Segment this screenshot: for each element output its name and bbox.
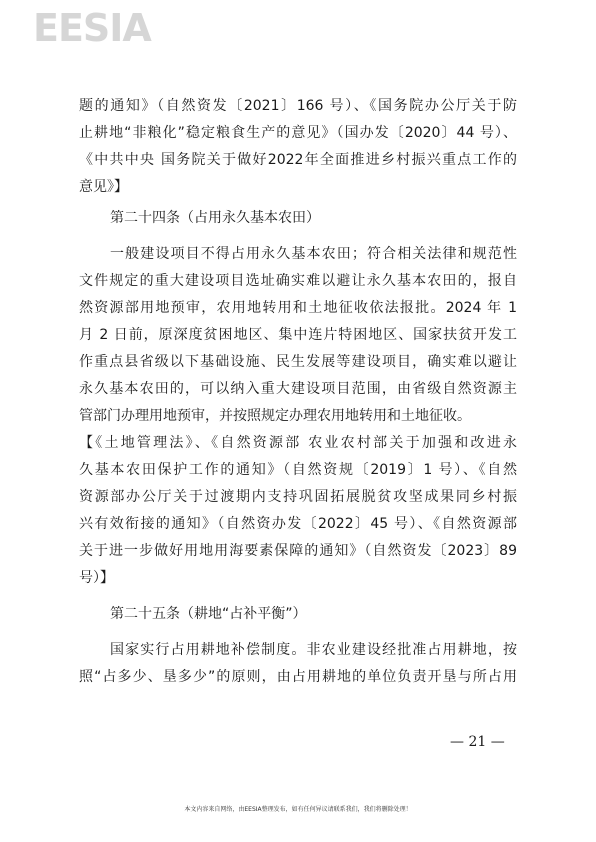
text-line: 兴有效衔接的通知》（自然资办发〔2022〕45 号）、《自然资源部 [79,516,517,532]
text-line: 一般建设项目不得占用永久基本农田；符合相关法律和规范性 [110,246,517,262]
text-line: 久基本农田保护工作的通知》（自然资规〔2019〕1 号）、《自然 [79,462,517,478]
text-line: 资源部办公厅关于过渡期内支持巩固拓展脱贫攻坚成果同乡村振 [79,489,517,505]
text-line: 管部门办理用地预审，并按照规定办理农用地转用和土地征收。 [79,408,471,424]
text-line: 关于进一步做好用地用海要素保障的通知》（自然资发〔2023〕89 [79,543,517,559]
text-line: 永久基本农田的，可以纳入重大建设项目范围，由省级自然资源主 [79,381,517,397]
text-line: 题的通知》（自然资发〔2021〕166 号）、《国务院办公厅关于防 [79,98,517,114]
article-heading: 第二十四条（占用永久基本农田） [110,210,320,226]
text-line: 【《土地管理法》、《自然资源部 农业农村部关于加强和改进永 [79,435,517,451]
text-line: 月 2 日前，原深度贫困地区、集中连片特困地区、国家扶贫开发工 [79,327,517,343]
text-line: 国家实行占用耕地补偿制度。非农业建设经批准占用耕地，按 [110,642,517,658]
text-line: 《中共中央 国务院关于做好2022年全面推进乡村振兴重点工作的 [79,152,517,168]
text-line: 止耕地“非粮化”稳定粮食生产的意见》（国办发〔2020〕44 号）、 [79,125,517,141]
eesia-logo: EESIA [33,6,151,50]
text-line: 号）】 [79,570,114,586]
text-line: 意见》】 [79,179,128,195]
text-line: 文件规定的重大建设项目选址确实难以避让永久基本农田的，报自 [79,273,517,289]
text-line: 然资源部用地预审，农用地转用和土地征收依法报批。2024 年 1 [79,300,517,316]
page-number: — 21 — [450,734,505,750]
article-heading: 第二十五条（耕地“占补平衡”） [110,606,307,622]
text-line: 作重点县省级以下基础设施、民生发展等建设项目，确实难以避让 [79,354,517,370]
text-line: 照“占多少、垦多少”的原则，由占用耕地的单位负责开垦与所占用 [79,669,517,685]
footer-disclaimer: 本文内容来自网络，由EESIA整理发布，如有任何异议请联系我们，我们将删除处理！ [184,806,412,813]
